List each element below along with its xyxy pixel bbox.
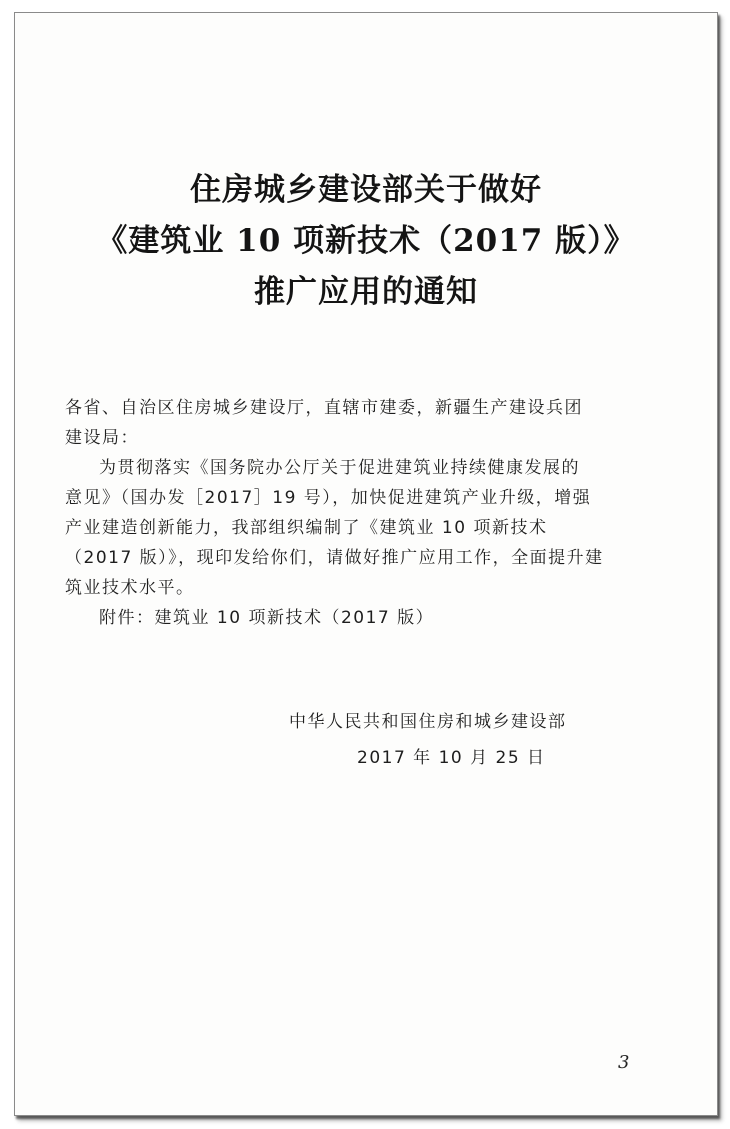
body-line-2: 意见》（国办发［2017］19 号），加快促进建筑产业升级，增强 <box>65 488 592 508</box>
signature-date: 2017 年 10 月 25 日 <box>357 748 546 768</box>
title-line-2: 《建筑业 10 项新技术（2017 版）》 <box>96 223 636 259</box>
attachment-line: 附件：建筑业 10 项新技术（2017 版） <box>99 608 435 628</box>
body-line-3: 产业建造创新能力，我部组织编制了《建筑业 10 项新技术 <box>65 518 548 538</box>
page-number: 3 <box>618 1052 630 1073</box>
body-line-1: 为贯彻落实《国务院办公厅关于促进建筑业持续健康发展的 <box>99 458 580 478</box>
document-page <box>14 12 718 1116</box>
body-line-4: （2017 版）》，现印发给你们，请做好推广应用工作，全面提升建 <box>65 548 604 568</box>
signature-organization: 中华人民共和国住房和城乡建设部 <box>289 712 567 732</box>
title-line-1: 住房城乡建设部关于做好 <box>190 172 542 208</box>
title-line-3: 推广应用的通知 <box>254 274 478 310</box>
addressee-line-2: 建设局： <box>65 428 139 448</box>
addressee-line-1: 各省、自治区住房城乡建设厅，直辖市建委，新疆生产建设兵团 <box>65 398 583 418</box>
body-line-5: 筑业技术水平。 <box>65 578 195 598</box>
